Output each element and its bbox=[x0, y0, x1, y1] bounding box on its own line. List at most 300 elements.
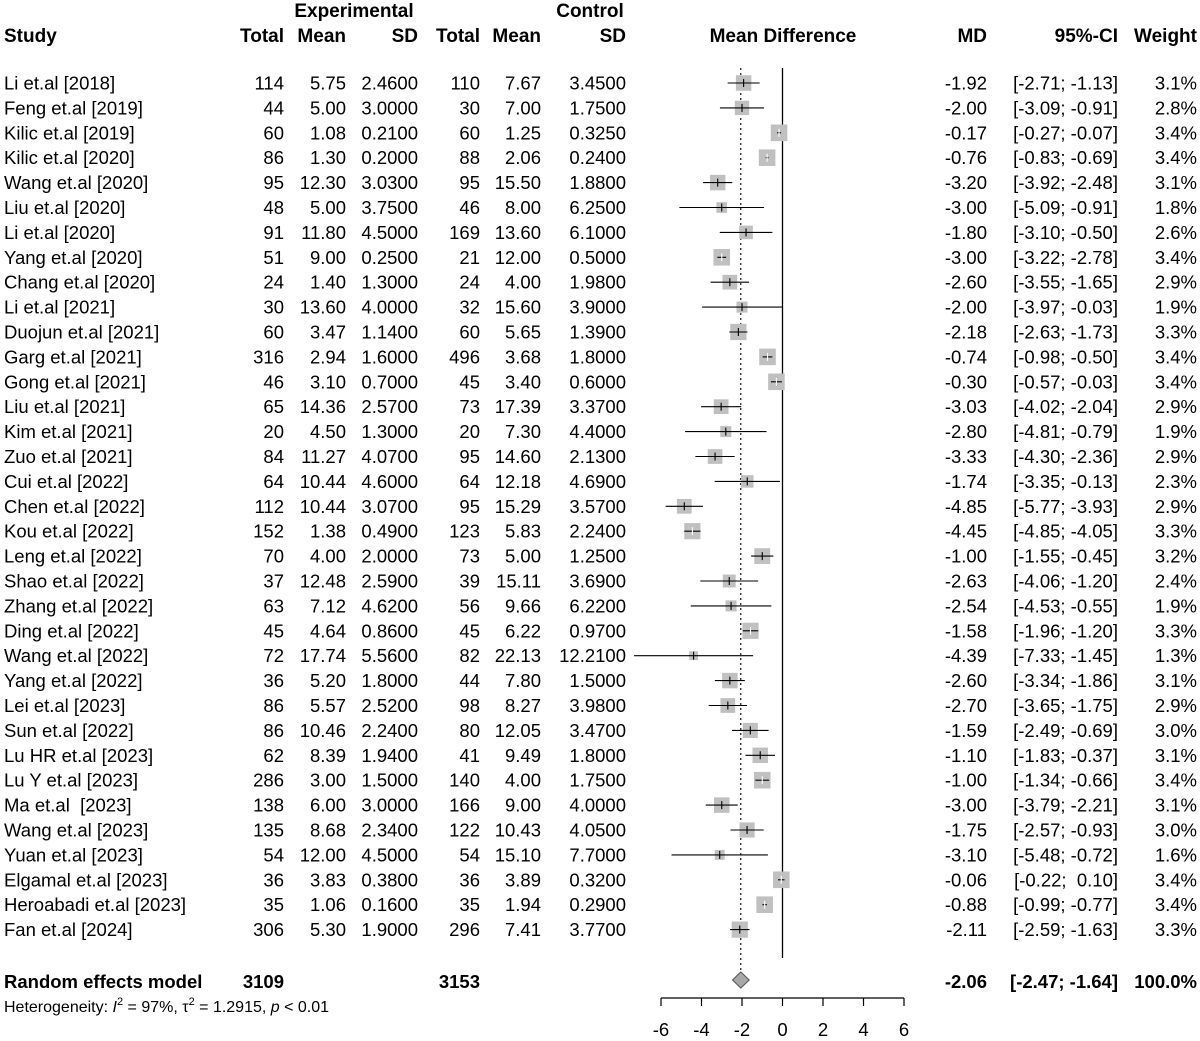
ctrl-mean: 1.94 bbox=[504, 894, 541, 916]
study-name: Zuo et.al [2021] bbox=[4, 446, 133, 467]
ctrl-total: 110 bbox=[450, 72, 480, 94]
exp-mean: 6.00 bbox=[309, 794, 346, 816]
weight-value: 2.9% bbox=[1154, 495, 1197, 517]
study-name: Li et.al [2020] bbox=[4, 221, 116, 243]
ctrl-mean: 8.00 bbox=[504, 197, 541, 218]
ctrl-mean: 9.66 bbox=[504, 595, 541, 617]
ctrl-total: 45 bbox=[459, 620, 480, 642]
md-value: -0.88 bbox=[944, 894, 987, 916]
exp-sd: 2.5900 bbox=[361, 570, 418, 592]
exp-mean: 2.94 bbox=[309, 346, 346, 368]
weight-value: 3.4% bbox=[1154, 371, 1197, 393]
ctrl-total: 496 bbox=[449, 346, 480, 368]
ctrl-total: 140 bbox=[449, 769, 480, 791]
exp-sd: 2.2400 bbox=[361, 719, 418, 741]
md-value: -0.74 bbox=[944, 346, 987, 368]
ctrl-total: 82 bbox=[459, 645, 480, 667]
md-value: -3.03 bbox=[944, 396, 987, 418]
ctrl-mean: 14.60 bbox=[494, 446, 541, 467]
exp-sd: 0.1600 bbox=[361, 894, 418, 916]
ctrl-total: 45 bbox=[459, 371, 480, 393]
summary-weight: 100.0% bbox=[1134, 971, 1197, 992]
ctrl-mean: 12.00 bbox=[494, 246, 541, 268]
ctrl-mean: 7.30 bbox=[504, 421, 541, 443]
md-value: -1.00 bbox=[944, 545, 987, 567]
ci-value: [-3.65; -1.75] bbox=[1013, 695, 1118, 716]
ctrl-total: 73 bbox=[459, 545, 480, 567]
study-name: Liu et.al [2021] bbox=[4, 396, 126, 418]
weight-value: 3.4% bbox=[1154, 246, 1197, 268]
study-name: Kilic et.al [2019] bbox=[4, 122, 135, 144]
study-name: Sun et.al [2022] bbox=[4, 719, 134, 741]
ctrl-mean: 6.22 bbox=[504, 620, 541, 642]
study-name: Wang et.al [2023] bbox=[4, 819, 149, 841]
exp-sd: 0.8600 bbox=[361, 620, 418, 642]
header-plot: Mean Difference bbox=[709, 26, 857, 47]
summary-md: -2.06 bbox=[944, 971, 987, 992]
ctrl-total: 39 bbox=[459, 570, 480, 592]
weight-value: 3.4% bbox=[1154, 869, 1197, 891]
exp-sd: 2.5700 bbox=[361, 396, 418, 418]
exp-mean: 13.60 bbox=[299, 296, 346, 318]
exp-mean: 4.64 bbox=[309, 620, 346, 642]
md-value: -1.59 bbox=[944, 719, 987, 741]
exp-sd: 1.3000 bbox=[361, 271, 418, 293]
exp-total: 65 bbox=[263, 396, 284, 418]
ctrl-sd: 6.2500 bbox=[569, 197, 626, 218]
md-value: -0.30 bbox=[944, 371, 987, 393]
study-name: Liu et.al [2020] bbox=[4, 197, 126, 218]
weight-value: 3.4% bbox=[1154, 894, 1197, 916]
ci-value: [-0.98; -0.50] bbox=[1013, 346, 1118, 368]
study-name: Li et.al [2021] bbox=[4, 296, 116, 318]
study-name: Elgamal et.al [2023] bbox=[4, 869, 168, 891]
plot-area bbox=[634, 68, 909, 1040]
header-ci: 95%-CI bbox=[1054, 26, 1118, 47]
header-exp-sd: SD bbox=[391, 26, 418, 47]
header-weight: Weight bbox=[1134, 26, 1197, 47]
exp-total: 114 bbox=[254, 72, 284, 94]
md-value: -3.10 bbox=[944, 844, 987, 866]
exp-sd: 2.0000 bbox=[361, 545, 418, 567]
ctrl-total: 24 bbox=[459, 271, 480, 293]
header-ctrl-mean: Mean bbox=[492, 26, 541, 47]
ctrl-mean: 15.11 bbox=[496, 570, 541, 592]
ctrl-mean: 17.39 bbox=[494, 396, 541, 418]
md-value: -1.75 bbox=[944, 819, 987, 841]
ctrl-total: 32 bbox=[459, 296, 480, 318]
exp-sd: 3.7500 bbox=[361, 197, 418, 218]
ctrl-sd: 0.6000 bbox=[569, 371, 626, 393]
study-name: Li et.al [2018] bbox=[4, 72, 116, 94]
ctrl-mean: 9.49 bbox=[504, 744, 541, 766]
ctrl-sd: 3.4500 bbox=[569, 72, 626, 94]
study-name: Yuan et.al [2023] bbox=[4, 844, 143, 866]
weight-value: 3.4% bbox=[1154, 769, 1197, 791]
ctrl-sd: 1.8000 bbox=[569, 346, 626, 368]
ci-value: [-2.49; -0.69] bbox=[1013, 719, 1118, 741]
weight-value: 1.6% bbox=[1154, 844, 1197, 866]
exp-sd: 0.2100 bbox=[361, 122, 418, 144]
ctrl-mean: 7.67 bbox=[504, 72, 541, 94]
exp-mean: 5.20 bbox=[309, 670, 346, 692]
weight-value: 2.8% bbox=[1154, 97, 1197, 119]
weight-value: 3.1% bbox=[1154, 670, 1197, 692]
weight-value: 3.0% bbox=[1154, 719, 1197, 741]
ctrl-sd: 0.9700 bbox=[569, 620, 626, 642]
study-name: Lei et.al [2023] bbox=[4, 695, 126, 716]
x-tick-label: -2 bbox=[733, 1019, 751, 1040]
x-tick-label: 2 bbox=[817, 1019, 829, 1040]
study-name: Zhang et.al [2022] bbox=[4, 595, 154, 617]
ctrl-total: 73 bbox=[459, 396, 480, 418]
ctrl-mean: 4.00 bbox=[504, 271, 541, 293]
ctrl-mean: 12.05 bbox=[494, 719, 541, 741]
md-value: -4.85 bbox=[944, 495, 987, 517]
md-value: -2.18 bbox=[944, 321, 987, 343]
weight-value: 3.4% bbox=[1154, 122, 1197, 144]
study-name: Heroabadi et.al [2023] bbox=[4, 894, 187, 916]
study-name: Yang et.al [2020] bbox=[4, 246, 143, 268]
ctrl-sd: 3.9800 bbox=[569, 695, 626, 716]
ctrl-sd: 0.2900 bbox=[569, 894, 626, 916]
exp-sd: 4.0000 bbox=[361, 296, 418, 318]
exp-total: 112 bbox=[254, 495, 284, 517]
ctrl-total: 46 bbox=[459, 197, 480, 218]
exp-total: 63 bbox=[263, 595, 284, 617]
weight-value: 1.9% bbox=[1154, 296, 1197, 318]
study-name: Yang et.al [2022] bbox=[4, 670, 143, 692]
header-study: Study bbox=[4, 26, 57, 47]
ctrl-sd: 6.1000 bbox=[569, 221, 626, 243]
weight-value: 2.9% bbox=[1154, 396, 1197, 418]
ctrl-mean: 13.60 bbox=[494, 221, 541, 243]
ctrl-sd: 3.3700 bbox=[569, 396, 626, 418]
x-tick-label: 0 bbox=[777, 1019, 788, 1040]
exp-mean: 1.06 bbox=[309, 894, 346, 916]
study-name: Kou et.al [2022] bbox=[4, 520, 134, 542]
exp-total: 138 bbox=[253, 794, 284, 816]
ctrl-total: 41 bbox=[459, 744, 480, 766]
ctrl-total: 35 bbox=[459, 894, 480, 916]
ctrl-total: 123 bbox=[449, 520, 480, 542]
header-exp-total: Total bbox=[240, 26, 284, 47]
ctrl-total: 36 bbox=[459, 869, 480, 891]
ctrl-mean: 15.50 bbox=[494, 172, 541, 194]
study-name: Garg et.al [2021] bbox=[4, 346, 142, 368]
weight-value: 1.3% bbox=[1154, 645, 1197, 667]
exp-mean: 5.00 bbox=[309, 197, 346, 218]
ctrl-mean: 2.06 bbox=[504, 147, 541, 169]
exp-sd: 1.6000 bbox=[361, 346, 418, 368]
exp-mean: 5.75 bbox=[309, 72, 346, 94]
study-name: Ding et.al [2022] bbox=[4, 620, 139, 642]
exp-sd: 4.5000 bbox=[361, 221, 418, 243]
study-name: Fan et.al [2024] bbox=[4, 919, 133, 941]
ctrl-total: 54 bbox=[459, 844, 480, 866]
exp-total: 72 bbox=[263, 645, 284, 667]
ctrl-sd: 6.2200 bbox=[569, 595, 626, 617]
md-value: -0.76 bbox=[944, 147, 987, 169]
ctrl-total: 95 bbox=[459, 446, 480, 467]
ctrl-mean: 3.89 bbox=[504, 869, 541, 891]
weight-value: 1.8% bbox=[1154, 197, 1197, 218]
exp-total: 84 bbox=[263, 446, 284, 467]
exp-mean: 10.44 bbox=[299, 470, 346, 492]
md-value: -2.60 bbox=[944, 670, 987, 692]
ci-value: [-2.57; -0.93] bbox=[1013, 819, 1118, 841]
ctrl-sd: 4.6900 bbox=[569, 470, 626, 492]
exp-mean: 11.80 bbox=[301, 221, 346, 243]
x-tick-label: 6 bbox=[898, 1019, 910, 1040]
study-name: Cui et.al [2022] bbox=[4, 470, 129, 492]
ctrl-sd: 1.8800 bbox=[569, 172, 626, 194]
exp-total: 46 bbox=[263, 371, 284, 393]
study-name: Duojun et.al [2021] bbox=[4, 321, 160, 343]
ci-value: [-4.30; -2.36] bbox=[1013, 446, 1118, 467]
ci-value: [-4.53; -0.55] bbox=[1013, 595, 1118, 617]
exp-mean: 11.27 bbox=[301, 446, 346, 467]
exp-sd: 5.5600 bbox=[361, 645, 418, 667]
ci-value: [-3.34; -1.86] bbox=[1013, 670, 1118, 692]
ctrl-sd: 4.0000 bbox=[569, 794, 626, 816]
ctrl-sd: 7.7000 bbox=[569, 844, 626, 866]
exp-sd: 0.4900 bbox=[361, 520, 418, 542]
study-name: Kilic et.al [2020] bbox=[4, 147, 135, 169]
ctrl-total: 95 bbox=[459, 495, 480, 517]
ctrl-mean: 10.43 bbox=[494, 819, 541, 841]
weight-value: 2.9% bbox=[1154, 446, 1197, 467]
ci-value: [-3.55; -1.65] bbox=[1013, 271, 1118, 293]
md-value: -1.10 bbox=[944, 744, 987, 766]
exp-total: 44 bbox=[263, 97, 284, 119]
x-tick-label: -6 bbox=[652, 1019, 670, 1040]
study-name: Lu Y et.al [2023] bbox=[4, 769, 139, 791]
exp-sd: 2.3400 bbox=[361, 819, 418, 841]
ctrl-mean: 15.29 bbox=[494, 495, 541, 517]
md-value: -2.70 bbox=[944, 695, 987, 716]
study-name: Chen et.al [2022] bbox=[4, 495, 145, 517]
exp-mean: 12.48 bbox=[299, 570, 346, 592]
exp-total: 135 bbox=[253, 819, 284, 841]
ctrl-mean: 9.00 bbox=[504, 794, 541, 816]
exp-total: 45 bbox=[263, 620, 284, 642]
exp-total: 70 bbox=[263, 545, 284, 567]
ctrl-sd: 2.2400 bbox=[569, 520, 626, 542]
exp-mean: 12.00 bbox=[299, 844, 346, 866]
exp-total: 306 bbox=[253, 919, 284, 941]
ctrl-total: 95 bbox=[459, 172, 480, 194]
study-name: Wang et.al [2020] bbox=[4, 172, 149, 194]
ctrl-mean: 1.25 bbox=[504, 122, 541, 144]
study-name: Ma et.al [2023] bbox=[4, 794, 132, 816]
exp-total: 51 bbox=[263, 246, 284, 268]
ci-value: [-1.34; -0.66] bbox=[1013, 769, 1118, 791]
weight-value: 2.3% bbox=[1154, 470, 1197, 492]
exp-total: 54 bbox=[263, 844, 284, 866]
exp-mean: 9.00 bbox=[309, 246, 346, 268]
weight-value: 2.4% bbox=[1154, 570, 1197, 592]
exp-total: 48 bbox=[263, 197, 284, 218]
exp-mean: 14.36 bbox=[299, 396, 346, 418]
ctrl-mean: 7.41 bbox=[504, 919, 541, 941]
ci-value: [-1.96; -1.20] bbox=[1013, 620, 1118, 642]
exp-mean: 7.12 bbox=[309, 595, 346, 617]
md-value: -2.00 bbox=[944, 97, 987, 119]
x-tick-label: -4 bbox=[693, 1019, 710, 1040]
ctrl-sd: 2.1300 bbox=[569, 446, 626, 467]
exp-sd: 3.0300 bbox=[361, 172, 418, 194]
ctrl-total: 44 bbox=[459, 670, 480, 692]
ctrl-sd: 3.6900 bbox=[569, 570, 626, 592]
ctrl-sd: 1.7500 bbox=[569, 769, 626, 791]
ctrl-total: 21 bbox=[459, 246, 480, 268]
ci-value: [-3.22; -2.78] bbox=[1013, 246, 1118, 268]
ctrl-sd: 3.4700 bbox=[569, 719, 626, 741]
md-value: -3.00 bbox=[944, 197, 987, 218]
exp-mean: 4.50 bbox=[309, 421, 346, 443]
ctrl-sd: 1.9800 bbox=[569, 271, 626, 293]
summary-exp-total: 3109 bbox=[242, 971, 284, 992]
exp-mean: 3.00 bbox=[309, 769, 346, 791]
exp-sd: 3.0000 bbox=[361, 97, 418, 119]
weight-value: 1.9% bbox=[1154, 595, 1197, 617]
md-value: -2.11 bbox=[946, 919, 987, 941]
md-value: -1.92 bbox=[944, 72, 987, 94]
ci-value: [-0.99; -0.77] bbox=[1013, 894, 1118, 916]
exp-total: 86 bbox=[263, 147, 284, 169]
ctrl-mean: 22.13 bbox=[494, 645, 541, 667]
exp-total: 60 bbox=[263, 122, 284, 144]
weight-value: 2.9% bbox=[1154, 695, 1197, 716]
exp-sd: 3.0700 bbox=[361, 495, 418, 517]
ctrl-sd: 4.0500 bbox=[569, 819, 626, 841]
exp-total: 91 bbox=[263, 221, 284, 243]
ctrl-total: 56 bbox=[459, 595, 480, 617]
weight-value: 1.9% bbox=[1154, 421, 1197, 443]
ctrl-sd: 0.5000 bbox=[569, 246, 626, 268]
ctrl-total: 80 bbox=[459, 719, 480, 741]
ci-value: [-2.71; -1.13] bbox=[1013, 72, 1118, 94]
ci-value: [-3.92; -2.48] bbox=[1013, 172, 1118, 194]
exp-mean: 12.30 bbox=[299, 172, 346, 194]
ctrl-mean: 4.00 bbox=[504, 769, 541, 791]
header-ctrl-total: Total bbox=[436, 26, 480, 47]
ctrl-sd: 0.3200 bbox=[569, 869, 626, 891]
exp-mean: 8.39 bbox=[309, 744, 346, 766]
weight-value: 3.4% bbox=[1154, 346, 1197, 368]
ctrl-mean: 5.83 bbox=[504, 520, 541, 542]
summary-label: Random effects model bbox=[4, 971, 203, 992]
exp-sd: 0.7000 bbox=[361, 371, 418, 393]
ctrl-total: 98 bbox=[459, 695, 480, 716]
ctrl-sd: 1.7500 bbox=[569, 97, 626, 119]
md-value: -2.60 bbox=[944, 271, 987, 293]
ctrl-sd: 3.7700 bbox=[569, 919, 626, 941]
exp-mean: 5.00 bbox=[309, 97, 346, 119]
md-value: -3.20 bbox=[944, 172, 987, 194]
exp-sd: 1.9000 bbox=[361, 919, 418, 941]
ci-value: [-4.02; -2.04] bbox=[1013, 396, 1118, 418]
md-value: -3.00 bbox=[944, 246, 987, 268]
ci-value: [-5.48; -0.72] bbox=[1013, 844, 1118, 866]
heterogeneity: Heterogeneity: $I^2 = 97\%$, $\tau^2 = 1.2915$, p < 0.01 bbox=[4, 996, 330, 1016]
exp-sd: 3.0000 bbox=[361, 794, 418, 816]
ctrl-total: 30 bbox=[459, 97, 480, 119]
ctrl-total: 169 bbox=[449, 221, 480, 243]
header-experimental: Experimental bbox=[294, 1, 414, 22]
exp-total: 62 bbox=[263, 744, 284, 766]
ci-value: [-3.35; -0.13] bbox=[1013, 470, 1118, 492]
exp-mean: 1.38 bbox=[309, 520, 346, 542]
ci-value: [-0.27; -0.07] bbox=[1013, 122, 1118, 144]
exp-mean: 3.83 bbox=[309, 869, 346, 891]
ci-value: [-1.83; -0.37] bbox=[1013, 744, 1118, 766]
ctrl-sd: 3.9000 bbox=[569, 296, 626, 318]
ctrl-sd: 12.2100 bbox=[559, 645, 626, 667]
exp-mean: 3.10 bbox=[309, 371, 346, 393]
study-name: Lu HR et.al [2023] bbox=[4, 744, 154, 766]
exp-sd: 1.5000 bbox=[361, 769, 418, 791]
exp-total: 30 bbox=[263, 296, 284, 318]
ctrl-sd: 4.4000 bbox=[569, 421, 626, 443]
weight-value: 3.4% bbox=[1154, 147, 1197, 169]
exp-total: 95 bbox=[263, 172, 284, 194]
summary-diamond bbox=[732, 972, 749, 988]
ci-value: [-4.06; -1.20] bbox=[1013, 570, 1118, 592]
study-name: Feng et.al [2019] bbox=[4, 97, 143, 119]
md-value: -0.06 bbox=[944, 869, 987, 891]
exp-total: 20 bbox=[263, 421, 284, 443]
ci-value: [-2.63; -1.73] bbox=[1013, 321, 1118, 343]
exp-total: 316 bbox=[253, 346, 284, 368]
exp-total: 35 bbox=[263, 894, 284, 916]
study-name: Gong et.al [2021] bbox=[4, 371, 146, 393]
exp-sd: 4.6200 bbox=[361, 595, 418, 617]
ctrl-mean: 15.10 bbox=[494, 844, 541, 866]
exp-sd: 4.6000 bbox=[361, 470, 418, 492]
exp-total: 24 bbox=[263, 271, 284, 293]
exp-sd: 2.4600 bbox=[361, 72, 418, 94]
ctrl-sd: 1.5000 bbox=[569, 670, 626, 692]
exp-sd: 1.3000 bbox=[361, 421, 418, 443]
summary-ci: [-2.47; -1.64] bbox=[1010, 971, 1118, 992]
header-exp-mean: Mean bbox=[297, 26, 346, 47]
exp-total: 152 bbox=[253, 520, 284, 542]
study-name: Chang et.al [2020] bbox=[4, 271, 156, 293]
weight-value: 3.2% bbox=[1154, 545, 1197, 567]
ctrl-total: 296 bbox=[449, 919, 480, 941]
ci-value: [-0.57; -0.03] bbox=[1013, 371, 1118, 393]
ci-value: [-3.97; -0.03] bbox=[1013, 296, 1118, 318]
study-name: Shao et.al [2022] bbox=[4, 570, 144, 592]
exp-mean: 3.47 bbox=[309, 321, 346, 343]
ci-value: [-3.10; -0.50] bbox=[1013, 221, 1118, 243]
ctrl-sd: 1.8000 bbox=[569, 744, 626, 766]
exp-total: 86 bbox=[263, 695, 284, 716]
study-rows bbox=[4, 73, 1197, 941]
ctrl-mean: 12.18 bbox=[494, 470, 541, 492]
exp-total: 36 bbox=[263, 670, 284, 692]
exp-sd: 4.5000 bbox=[361, 844, 418, 866]
ctrl-sd: 0.2400 bbox=[569, 147, 626, 169]
ctrl-sd: 0.3250 bbox=[569, 122, 626, 144]
md-value: -1.74 bbox=[944, 470, 987, 492]
ctrl-mean: 7.80 bbox=[504, 670, 541, 692]
weight-value: 3.1% bbox=[1154, 744, 1197, 766]
ci-value: [-1.55; -0.45] bbox=[1013, 545, 1118, 567]
exp-mean: 1.08 bbox=[309, 122, 346, 144]
